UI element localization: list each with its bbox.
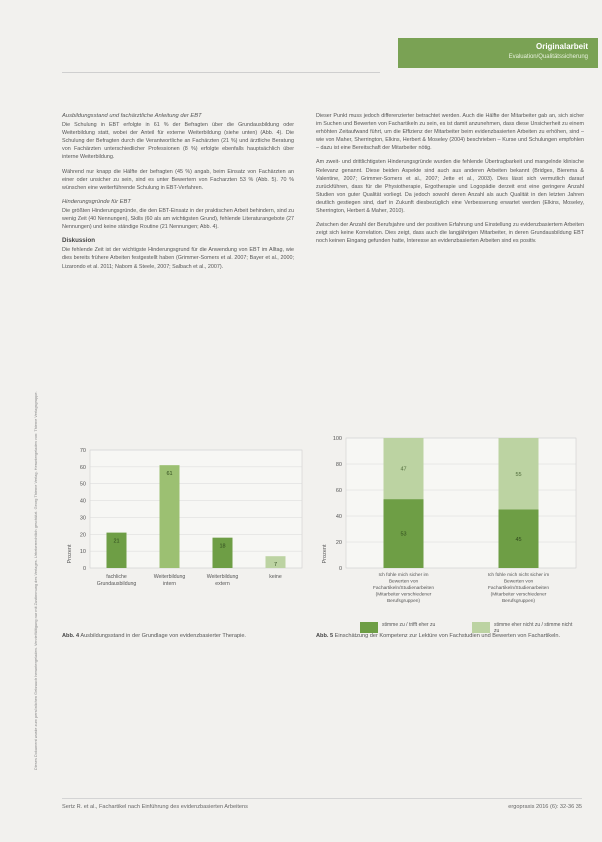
x-tick-label: Weiterbildung intern — [153, 574, 186, 587]
y-axis-label: Prozent — [322, 544, 328, 564]
left-text-column — [62, 112, 294, 277]
legend-label: stimme eher nicht zu / stimme nicht zu — [494, 622, 573, 634]
bar-data-label: 18 — [219, 543, 226, 550]
x-tick-label: fachliche Grundausbildung — [96, 574, 137, 587]
figure-4-chart — [62, 440, 314, 608]
plot-area — [346, 438, 576, 568]
section-heading-discussion: Diskussion — [62, 237, 96, 245]
bar — [213, 538, 233, 568]
caption-label: Abb. 5 — [316, 633, 334, 639]
x-tick-label: Weiterbildung extern — [206, 574, 239, 587]
paragraph: Die fehlende Zeit ist der wichtigste Hinderungsgrund für die Anwendung von EBT im Alltag, wie dies bereits frühere Arbeiten festgestellt haben (Grimmer-Somers et al. 2007; Bayer et al., 2000; Lizarondo et al. 2011; Nabom & Steele, 2007; Salbach et al., 2007). — [62, 247, 294, 270]
figure-5-chart — [316, 430, 584, 620]
y-tick-label: 40 — [335, 514, 342, 520]
y-tick-label: 40 — [79, 498, 86, 505]
bar-data-label: 47 — [400, 466, 407, 473]
y-tick-label: 70 — [79, 448, 86, 454]
section-heading-training: Ausbildungsstand und fachärztliche Anleitung der EBT — [62, 113, 202, 119]
right-text-column — [316, 112, 584, 251]
x-tick-label: keine — [269, 574, 282, 580]
y-tick-label: 30 — [79, 515, 86, 522]
caption-text: Ausbildungsstand in der Grundlage von evidenzbasierter Therapie. — [80, 633, 246, 639]
y-tick-label: 20 — [79, 532, 86, 539]
y-tick-label: 0 — [82, 566, 86, 572]
y-tick-label: 60 — [335, 488, 342, 494]
stacked-bar-chart-competence — [316, 430, 584, 620]
paragraph: Zwischen der Anzahl der Berufsjahre und der positiven Erfahrung und Einstellung zu evidenzbasiertem Arbeiten zeigt sich keine Korrelation. Dies zeigt, dass auch die langjährigen Mitarbeiter, in deren Grundausbildung EBT noch keinen Eingang gefunden hatte, Interesse an evidenzbasierten Arbeiten sind es positiv. — [316, 222, 584, 245]
x-tick-label: Ich fühle mich nicht sicher im Bewerten von Fachartikeln/Studienarbeiten (Mitarbeiter verschiedener Berufsgruppen) — [487, 573, 550, 604]
figure-5-caption — [316, 632, 586, 640]
bar-data-label: 61 — [166, 471, 173, 478]
footer-rule — [62, 798, 582, 799]
y-tick-label: 60 — [79, 464, 86, 471]
paragraph: Am zweit- und drittlichtigsten Hinderungsgründe wurden die fehlende Übertragbarkeit und mangelnde klinische Relevanz genannt. Diese beiden Aspekte sind auch aus anderen Arbeiten bekannt (Bridges, Bierema & Valentine, 2007; Grimmer-Somers et al., 2007; Jette et al., 2003). Dies lässt sich vermutlich darauf zurückführen, dass für die Physiotherapie, Ergotherapie und Logopädie derzeit erst eine geringere Anzahl Studien von guter Qualität vorliegt. Da jedoch sowohl deren Anzahl als auch Qualität in den letzten Jahren deutlich gestiegen sind, darf in Zukunft diesbezüglich eine Verbesserung erwartet werden (Elkins, Moseley, Sherrington, Herbert & Maher, 2010). — [316, 159, 584, 215]
y-tick-label: 20 — [335, 540, 342, 546]
y-tick-label: 0 — [338, 566, 342, 572]
bar-data-label: 55 — [515, 471, 522, 478]
footer-journal: ergopraxis 2016 (6): 32-36 35 — [508, 804, 582, 810]
y-tick-label: 10 — [79, 549, 86, 556]
paragraph: Die Schulung in EBT erfolgte in 61 % der Befragten über die Grundausbildung oder Weiterbildung statt, wobei der Anteil für externe Weiterbildung (siehe unten) (Abb. 4). Die Schulung der Befragten durch die Verantwortliche an Fachärzten (21 %) und ärztliche Beratung von Fachärzten unterschiedlicher Professionen (8 %) erfolgte ebenfalls hauptsächlich über interne Weiterbildung. — [62, 122, 294, 161]
bar — [160, 465, 180, 568]
bar-data-label: 53 — [400, 531, 407, 538]
side-note-text: Dieses Dokument wurde zum persönlichen Gebrauch heruntergeladen. Vervielfältigung nur mit Zustimmung des Verlages. Urheberrechtlich geschützt. Georg Thieme Verlag. Heruntergeladen von: Thieme Verlagsgruppe. — [34, 391, 38, 770]
bar-data-label: 21 — [113, 538, 120, 545]
bar-data-label: 7 — [273, 562, 278, 569]
caption-text: Einschätzung der Kompetenz zur Lektüre von Fachstudien und Bewerten von Fachartikeln. — [334, 633, 561, 639]
bar-data-label: 45 — [515, 536, 522, 543]
figure-4-caption — [62, 632, 312, 640]
section-badge — [398, 38, 598, 68]
header-rule — [62, 72, 380, 73]
caption-label: Abb. 4 — [62, 633, 80, 639]
y-tick-label: 50 — [79, 481, 86, 488]
y-tick-label: 80 — [335, 462, 342, 468]
y-axis-label: Prozent — [67, 544, 73, 564]
footer-citation: Sertz R. et al., Fachartikel nach Einführung des evidenzbasierten Arbeitens — [62, 804, 248, 810]
section-heading-barriers: Hinderungsgründe für EBT — [62, 198, 131, 205]
x-tick-label: Ich fühle mich sicher im Bewerten von Fachartikeln/Studienarbeiten (Mitarbeiter verschiedener Berufsgruppen) — [372, 573, 435, 604]
side-copyright-note — [34, 130, 42, 770]
badge-subtitle: Evaluation/Qualitätssicherung — [508, 54, 588, 60]
bar-chart-training — [62, 440, 314, 608]
paragraph: Dieser Punkt muss jedoch differenzierter betrachtet werden. Auch die Hälfte der Mitarbeiter gab an, sich sicher im Suchen und Bewerten von Fachartikeln zu sein, es ist damit anzunehmen, dass diese Unsicherheit zu einem erhöhten Zeitaufwand führt, um die Effizienz der Mitarbeiter beim evidenzbasierten Arbeiten zu erhöhen, sind – wie von Maher, Sherrington, Elkins, Herbert & Moseley (2004) beschrieben – Kurse und Schulungen empfohlen – dazu ist eine Bereitschaft der Mitarbeiter nötig. — [316, 113, 584, 152]
badge-title: Originalarbeit — [535, 42, 588, 51]
legend-label: stimme zu / trifft eher zu — [382, 622, 436, 628]
paragraph: Die größten Hinderungsgründe, die den EBT-Einsatz in der praktischen Arbeit behindern, sind zu wenig Zeit (40 Nennungen), Skills (60 als am wichtigsten Grund), fehlende Literaturangebote (27 Nennungen) und keine ständige Routine (21 Nennungen; Abb. 4). — [62, 207, 294, 231]
paragraph: Während nur knapp die Hälfte der befragten (45 %) angab, beim Einsatz von Fachärzten an einer oder unsicher zu sein, sind es unter Bewertern von Facharzten 53 % (Abb. 5). 70 % wünschen eine weiterführende Schulung in EBT-Verfahren. — [62, 168, 294, 191]
y-tick-label: 100 — [332, 436, 342, 442]
